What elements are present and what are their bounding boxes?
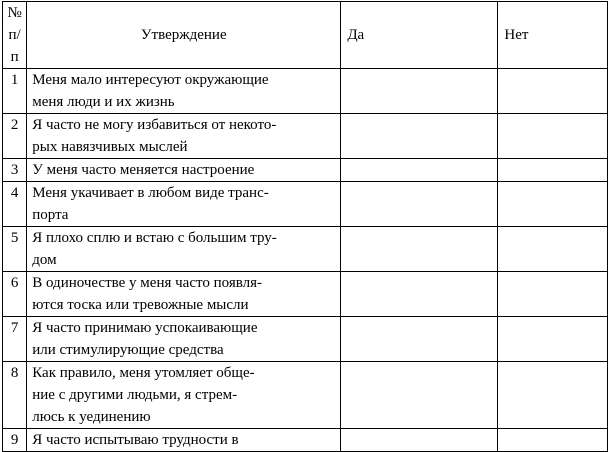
row-statement — [27, 272, 341, 317]
header-yes: Да — [341, 2, 498, 69]
answer-no-cell[interactable] — [498, 227, 608, 272]
statement-line: дом — [32, 252, 57, 268]
table-row — [3, 182, 608, 227]
answer-yes-cell[interactable] — [341, 69, 498, 114]
answer-no-cell[interactable] — [498, 69, 608, 114]
answer-no-cell[interactable] — [498, 159, 608, 182]
row-number: 5 — [3, 227, 27, 272]
table-row — [3, 317, 608, 362]
row-number: 3 — [3, 159, 27, 182]
table-row — [3, 362, 608, 429]
header-row — [3, 2, 608, 69]
answer-yes-cell[interactable] — [341, 317, 498, 362]
answer-no-cell[interactable] — [498, 182, 608, 227]
answer-yes-cell[interactable] — [341, 227, 498, 272]
table-row — [3, 227, 608, 272]
table-row — [3, 69, 608, 114]
row-statement — [27, 429, 341, 452]
row-statement — [27, 69, 341, 114]
table-row — [3, 159, 608, 182]
row-number: 8 — [3, 362, 27, 429]
header-num — [3, 2, 27, 69]
row-number: 7 — [3, 317, 27, 362]
statement-line: Как правило, меня утомляет обще- — [32, 365, 255, 381]
statement-line: ются тоска или тревожные мысли — [32, 297, 249, 313]
answer-no-cell[interactable] — [498, 429, 608, 452]
statement-line: Я часто испытываю трудности в — [32, 432, 239, 448]
row-number: 1 — [3, 69, 27, 114]
answer-yes-cell[interactable] — [341, 114, 498, 159]
statement-line: порта — [32, 207, 69, 223]
statement-line: У меня часто меняется настроение — [32, 162, 255, 178]
row-statement — [27, 159, 341, 182]
table-row — [3, 114, 608, 159]
statement-line: Я плохо сплю и встаю с большим тру- — [32, 230, 277, 246]
statement-line: или стимулирующие средства — [32, 342, 224, 358]
row-statement — [27, 317, 341, 362]
statement-line: Меня укачивает в любом виде транс- — [32, 185, 269, 201]
statement-line: Я часто не могу избавиться от некото- — [32, 117, 277, 133]
answer-yes-cell[interactable] — [341, 429, 498, 452]
statement-line: рых навязчивых мыслей — [32, 139, 188, 155]
answer-no-cell[interactable] — [498, 114, 608, 159]
row-statement — [27, 114, 341, 159]
answer-yes-cell[interactable] — [341, 272, 498, 317]
row-number: 9 — [3, 429, 27, 452]
statement-line: Я часто принимаю успокаивающие — [32, 320, 258, 336]
answer-no-cell[interactable] — [498, 362, 608, 429]
table-row — [3, 272, 608, 317]
questionnaire-table — [2, 1, 608, 452]
statement-line: люсь к уединению — [32, 409, 151, 425]
statement-line: В одиночестве у меня часто появля- — [32, 275, 262, 291]
header-no: Нет — [498, 2, 608, 69]
row-number: 2 — [3, 114, 27, 159]
header-statement: Утверждение — [27, 2, 341, 69]
answer-no-cell[interactable] — [498, 317, 608, 362]
answer-yes-cell[interactable] — [341, 182, 498, 227]
table-row — [3, 429, 608, 452]
statement-line: ние с другими людьми, я стрем- — [32, 387, 238, 403]
statement-line: Меня мало интересуют окружающие — [32, 72, 269, 88]
answer-yes-cell[interactable] — [341, 159, 498, 182]
header-num-label: № п/п — [7, 5, 22, 65]
row-statement — [27, 182, 341, 227]
answer-no-cell[interactable] — [498, 272, 608, 317]
row-statement — [27, 227, 341, 272]
statement-line: меня люди и их жизнь — [32, 94, 175, 110]
row-number: 6 — [3, 272, 27, 317]
answer-yes-cell[interactable] — [341, 362, 498, 429]
row-number: 4 — [3, 182, 27, 227]
row-statement — [27, 362, 341, 429]
